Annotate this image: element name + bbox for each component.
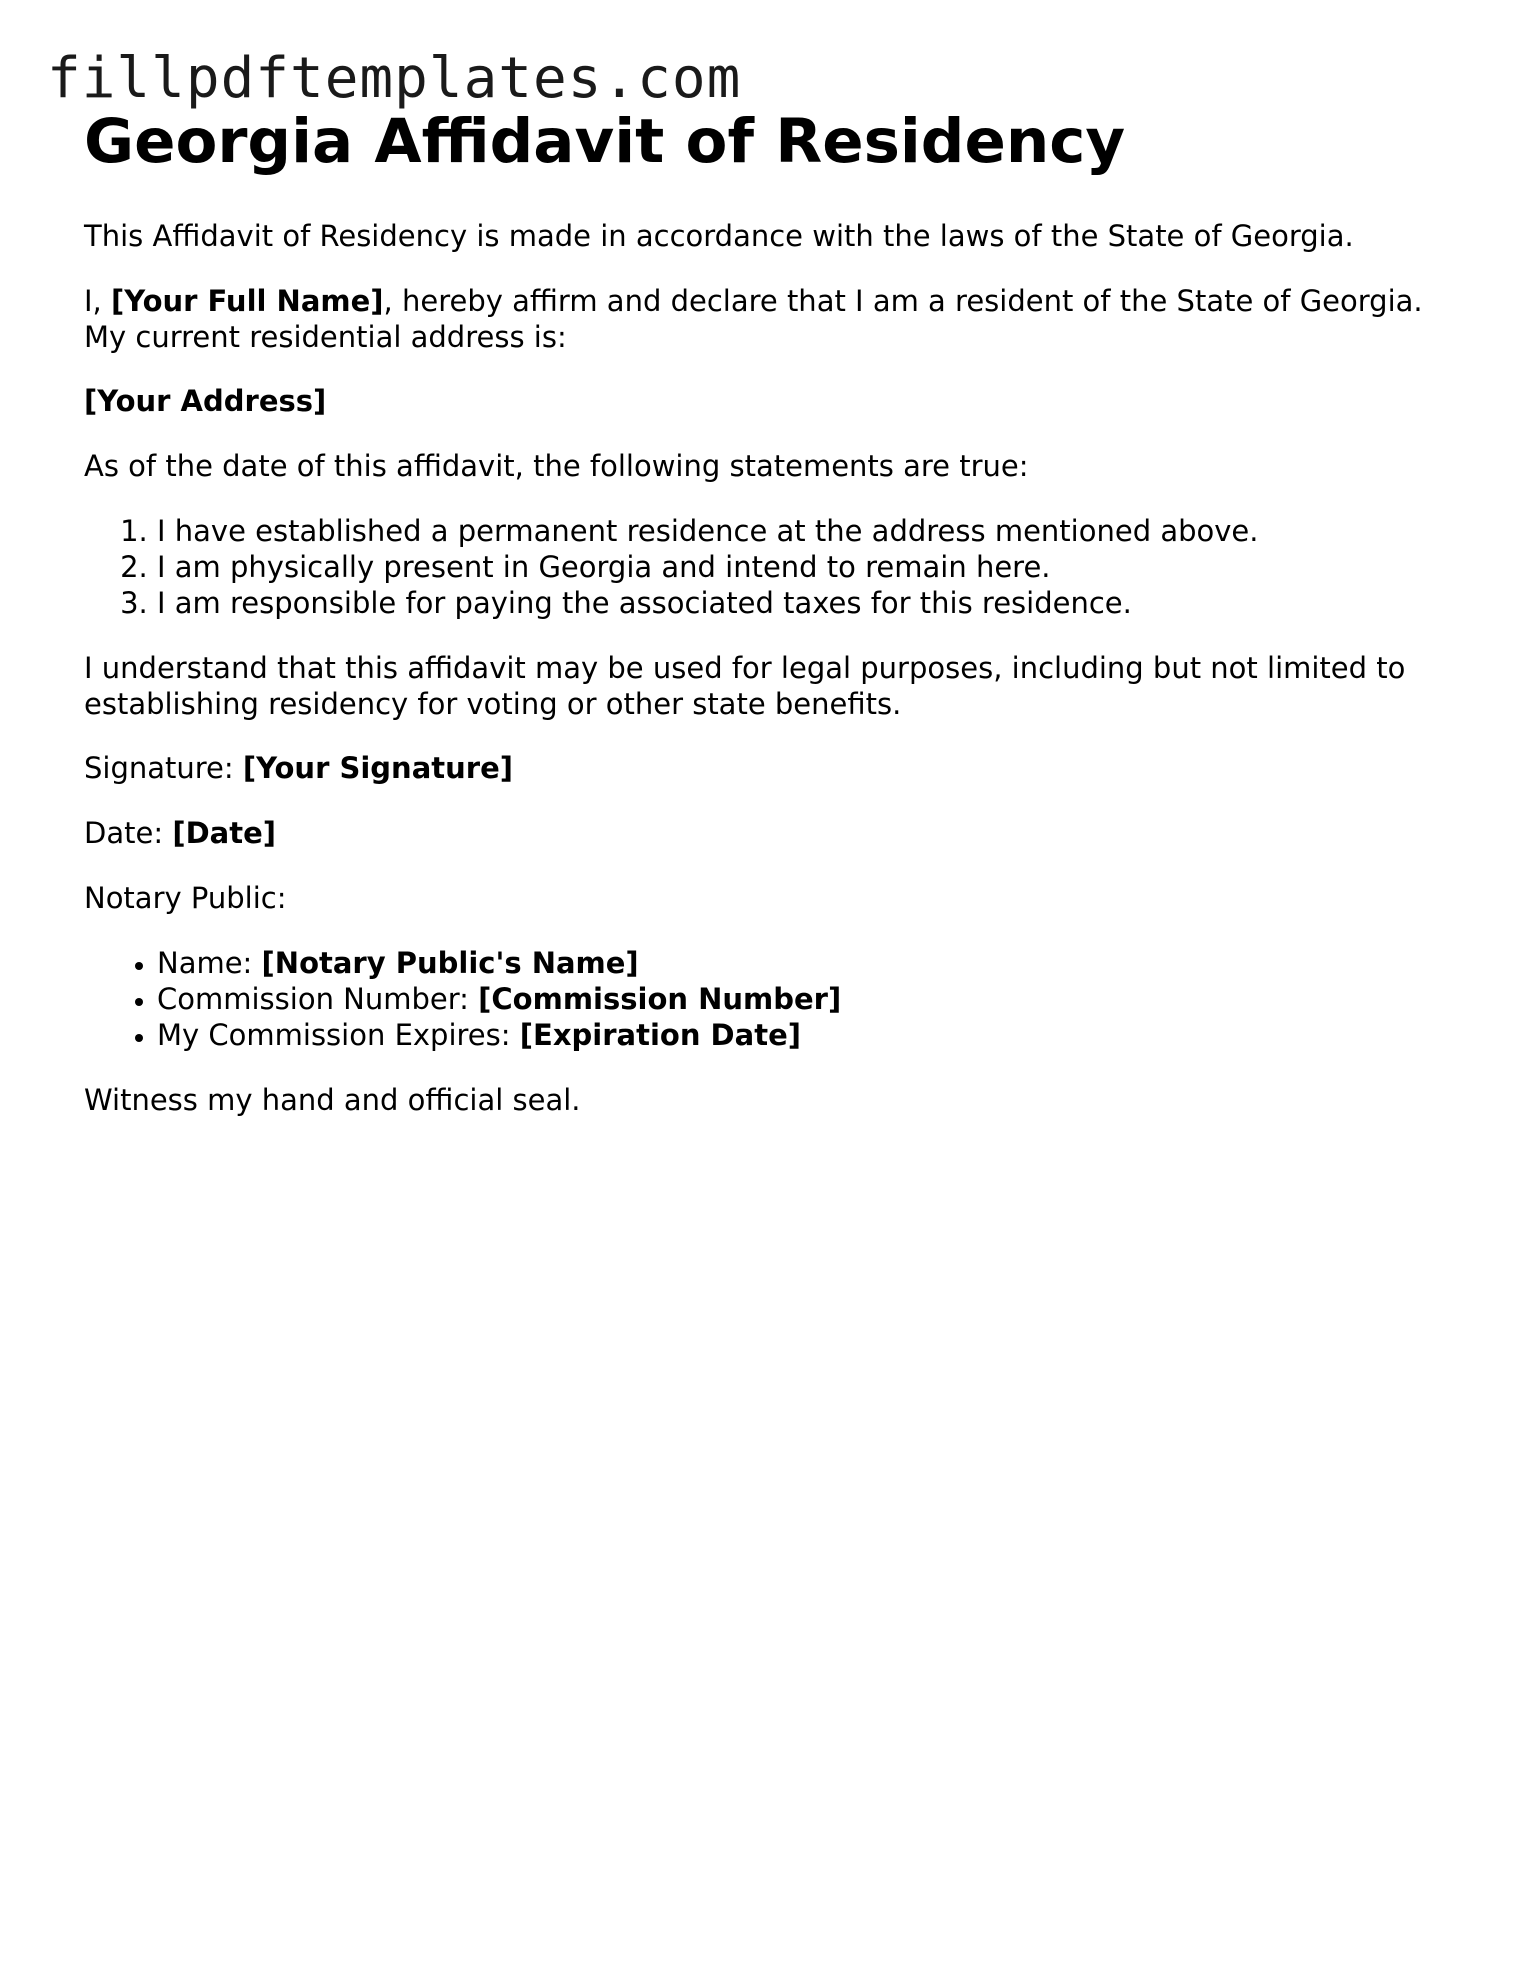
notary-field-name xyxy=(157,945,1457,981)
notary-field-placeholder: [Commission Number] xyxy=(478,982,842,1016)
document-title: Georgia Affidavit of Residency xyxy=(84,106,1126,177)
notary-field-placeholder: [Expiration Date] xyxy=(519,1018,801,1052)
signature-label: Signature: xyxy=(84,751,243,785)
statement-item: 1. I have established a permanent residence at the address mentioned above. xyxy=(157,513,1457,549)
statements-list xyxy=(84,513,1457,621)
notary-heading: Notary Public: xyxy=(84,881,287,915)
notary-field-placeholder: [Notary Public's Name] xyxy=(261,946,639,980)
full-name-placeholder: [Your Full Name] xyxy=(111,284,384,318)
address-paragraph xyxy=(84,383,1454,419)
closing-line: Witness my hand and official seal. xyxy=(84,1083,581,1117)
declaration-paragraph xyxy=(84,283,1454,355)
notary-field-label: Name: xyxy=(157,946,262,980)
address-placeholder: [Your Address] xyxy=(84,384,327,418)
date-label: Date: xyxy=(84,816,173,850)
declaration-prefix: I, xyxy=(84,284,111,318)
notary-field-expiration xyxy=(157,1017,1457,1053)
date-placeholder: [Date] xyxy=(172,816,276,850)
statements-intro: As of the date of this affidavit, the following statements are true: xyxy=(84,449,1029,483)
statement-item: 3. I am responsible for paying the associated taxes for this residence. xyxy=(157,585,1457,621)
notary-field-label: My Commission Expires: xyxy=(157,1018,520,1052)
notary-fields-list xyxy=(84,945,1457,1053)
notary-field-commission-number xyxy=(157,981,1457,1017)
intro-paragraph: This Affidavit of Residency is made in accordance with the laws of the State of Georgia. xyxy=(84,219,1354,253)
declaration-suffix: , hereby affirm and declare that I am a resident of the State of Georgia. My current residential address is: xyxy=(84,284,1423,354)
notary-field-label: Commission Number: xyxy=(157,982,479,1016)
site-watermark: fillpdftemplates.com xyxy=(47,46,742,111)
signature-placeholder: [Your Signature] xyxy=(242,751,513,785)
date-line xyxy=(84,815,1454,851)
signature-line xyxy=(84,750,1454,786)
statement-item: 2. I am physically present in Georgia and intend to remain here. xyxy=(157,549,1457,585)
understanding-paragraph: I understand that this affidavit may be used for legal purposes, including but not limited to establishing residency for voting or other state benefits. xyxy=(84,651,1406,721)
